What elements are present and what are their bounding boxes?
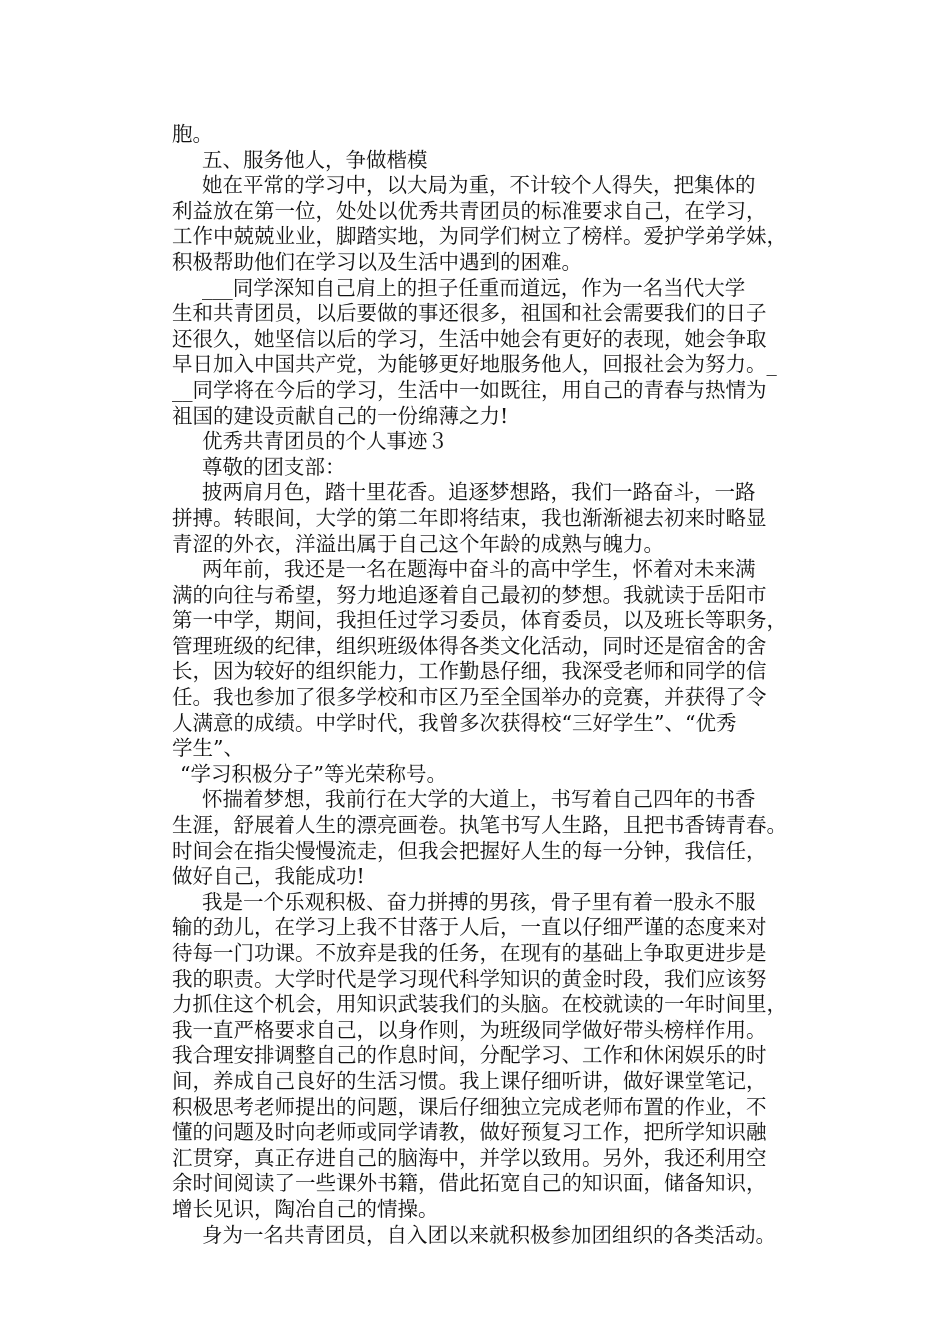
text-line: 积极帮助他们在学习以及生活中遇到的困难。	[172, 249, 582, 274]
text-line: 管理班级的纪律，组织班级体得各类文化活动，同时还是宿舍的舍	[172, 633, 767, 658]
text-line: “学习积极分子”等光荣称号。	[180, 761, 447, 786]
text-line: 五、服务他人，争做楷模	[202, 147, 428, 172]
text-line: 工作中兢兢业业，脚踏实地，为同学们树立了榜样。爱护学弟学妹，	[172, 224, 787, 249]
text-line: 生涯，舒展着人生的漂亮画卷。执笔书写人生路，且把书香铸青春。	[172, 813, 787, 838]
text-line: ___同学深知自己肩上的担子任重而道远，作为一名当代大学	[202, 275, 746, 300]
text-line: 人满意的成绩。中学时代，我曾多次获得校“三好学生”、“优秀	[172, 710, 737, 735]
text-line: 利益放在第一位，处处以优秀共青团员的标准要求自己，在学习，	[172, 198, 767, 223]
text-line: 间，养成自己良好的生活习惯。我上课仔细听讲，做好课堂笔记，	[172, 1068, 767, 1093]
text-line: 积极思考老师提出的问题，课后仔细独立完成老师布置的作业，不	[172, 1094, 767, 1119]
text-line: 青涩的外衣，洋溢出属于自己这个年龄的成熟与魄力。	[172, 531, 664, 556]
text-line: 优秀共青团员的个人事迹３	[202, 429, 448, 454]
text-line: 披两肩月色，踏十里花香。追逐梦想路，我们一路奋斗，一路	[202, 480, 756, 505]
text-line: 我一直严格要求自己，以身作则，为班级同学做好带头榜样作用。	[172, 1017, 767, 1042]
text-line: 输的劲儿，在学习上我不甘落于人后，一直以仔细严谨的态度来对	[172, 915, 767, 940]
text-line: 汇贯穿，真正存进自己的脑海中，并学以致用。另外，我还利用空	[172, 1145, 767, 1170]
text-line: 长，因为较好的组织能力，工作勤恳仔细，我深受老师和同学的信	[172, 659, 767, 684]
text-line: 她在平常的学习中，以大局为重，不计较个人得失，把集体的	[202, 173, 756, 198]
text-line: 怀揣着梦想，我前行在大学的大道上，书写着自己四年的书香	[202, 787, 756, 812]
text-line: 生和共青团员，以后要做的事还很多，祖国和社会需要我们的日子	[172, 301, 767, 326]
text-line: 待每一门功课。不放弃是我的任务，在现有的基础上争取更进步是	[172, 941, 767, 965]
text-line: 我的职责。大学时代是学习现代科学知识的黄金时段，我们应该努	[172, 966, 767, 991]
text-line: 任。我也参加了很多学校和市区乃至全国举办的竞赛，并获得了令	[172, 685, 767, 710]
text-line: 余时间阅读了一些课外书籍，借此拓宽自己的知识面，储备知识，	[172, 1171, 767, 1196]
text-line: 满的向往与希望，努力地追逐着自己最初的梦想。我就读于岳阳市	[172, 582, 767, 607]
text-line: 身为一名共青团员，自入团以来就积极参加团组织的各类活动。	[202, 1222, 776, 1247]
document-body	[172, 122, 822, 1248]
text-line: 尊敬的团支部：	[202, 454, 346, 479]
text-line: 做好自己，我能成功!	[172, 864, 365, 889]
text-line: 我是一个乐观积极、奋力拼搏的男孩，骨子里有着一股永不服	[202, 889, 756, 914]
text-line: 懂的问题及时向老师或同学请教，做好预复习工作，把所学知识融	[172, 1120, 767, 1145]
text-line: __同学将在今后的学习，生活中一如既往，用自己的青春与热情为	[172, 377, 767, 402]
text-line: 我合理安排调整自己的作息时间，分配学习、工作和休闲娱乐的时	[172, 1043, 767, 1068]
text-line: 早日加入中国共产党，为能够更好地服务他人，回报社会为努力。_	[172, 352, 777, 377]
text-line: 祖国的建设贡献自己的一份绵薄之力!	[172, 403, 509, 428]
text-line: 胞。	[172, 122, 213, 146]
text-line: 还很久，她坚信以后的学习，生活中她会有更好的表现，她会争取	[172, 326, 767, 351]
text-line: 力抓住这个机会，用知识武装我们的头脑。在校就读的一年时间里，	[172, 992, 787, 1017]
text-line: 两年前，我还是一名在题海中奋斗的高中学生，怀着对未来满	[202, 557, 756, 582]
text-line: 第一中学，期间，我担任过学习委员，体育委员，以及班长等职务，	[172, 608, 787, 633]
text-line: 学生”、	[172, 736, 244, 761]
text-line: 时间会在指尖慢慢流走，但我会把握好人生的每一分钟，我信任，	[172, 838, 767, 863]
text-line: 增长见识，陶冶自己的情操。	[172, 1196, 439, 1221]
text-line: 拼搏。转眼间，大学的第二年即将结束，我也渐渐褪去初来时略显	[172, 505, 767, 530]
